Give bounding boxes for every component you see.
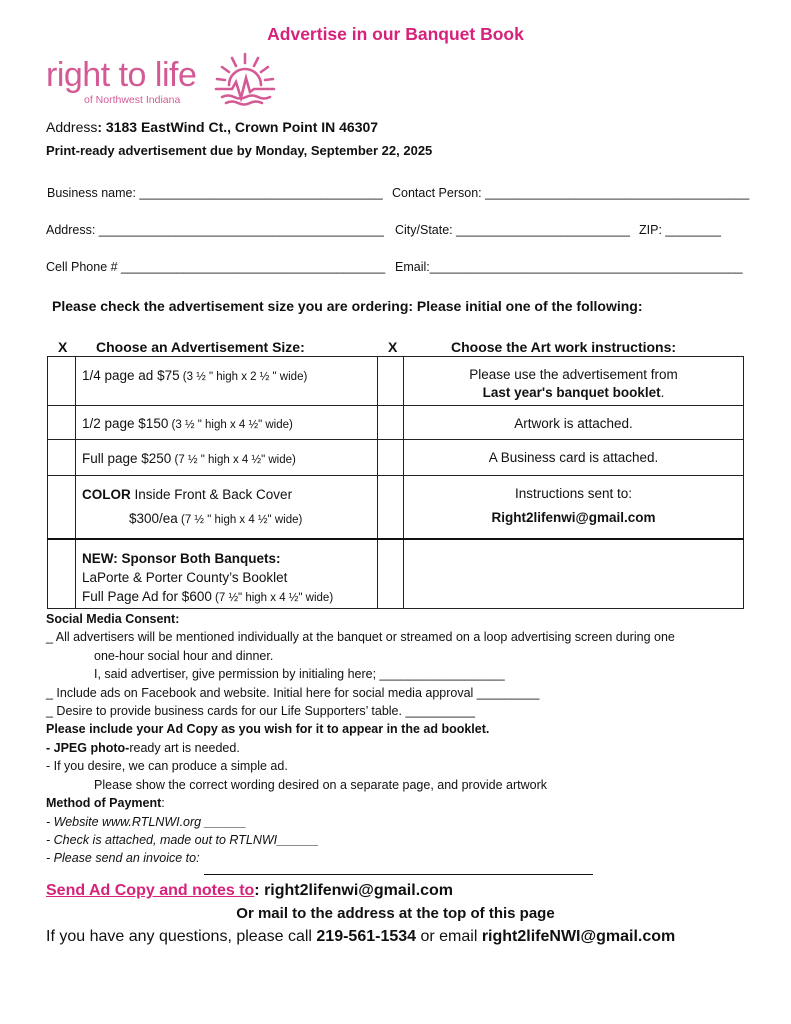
send-email: : right2lifenwi@gmail.com	[254, 882, 454, 899]
page-title: Advertise in our Banquet Book	[267, 24, 524, 44]
size-checkbox[interactable]	[48, 440, 76, 476]
size-label: Full page $250	[82, 451, 172, 466]
payment-invoice: - Please send an invoice to:	[46, 851, 200, 865]
payment-colon: :	[161, 796, 165, 810]
address-line	[46, 119, 378, 135]
size-dimensions: (3 ½ " high x 4 ½" wide)	[168, 419, 293, 431]
size-checkbox[interactable]	[48, 476, 76, 539]
questions-text: If you have any questions, please call	[46, 928, 317, 945]
zip-field[interactable]: ZIP: ________	[639, 223, 722, 237]
address-value: : 3183 EastWind Ct., Crown Point IN 46307	[97, 119, 379, 135]
art-text: Please use the advertisement from	[469, 367, 678, 382]
size-checkbox[interactable]	[48, 539, 76, 609]
art-checkbox[interactable]	[378, 476, 404, 539]
logo-text: right to life	[46, 56, 197, 94]
size-label: 1/2 page $150	[82, 416, 169, 431]
jpeg-bold: - JPEG photo-	[46, 741, 130, 755]
sponsor-line: LaPorte & Porter County’s Booklet	[82, 569, 288, 585]
payment-website[interactable]: - Website www.RTLNWI.org ______	[46, 815, 247, 829]
send-ad-copy	[46, 882, 453, 900]
questions-line	[46, 928, 675, 946]
art-empty-cell	[404, 539, 744, 609]
social-media-heading: Social Media Consent:	[46, 612, 180, 626]
address-label: Address	[46, 119, 98, 135]
payment-heading	[46, 796, 165, 810]
due-date: Print-ready advertisement due by Monday, September 22, 2025	[46, 143, 433, 158]
send-ad-copy-link[interactable]: Send Ad Copy and notes to	[46, 882, 255, 899]
ad-copy-heading: Please include your Ad Copy as you wish for it to appear in the ad booklet.	[46, 722, 490, 736]
size-label: Inside Front & Back Cover	[130, 487, 293, 502]
consent-permission[interactable]: I, said advertiser, give permission by initialing here; __________________	[94, 667, 505, 681]
size-dimensions: (7 ½ " high x 4 ½" wide)	[171, 454, 296, 466]
contact-person-field[interactable]: Contact Person: ______________________________________	[392, 186, 750, 200]
check-column-header-2: X	[388, 339, 398, 355]
payment-heading-text: Method of Payment	[46, 796, 162, 810]
address-field[interactable]: Address: _________________________________________	[46, 223, 384, 237]
sponsor-heading: NEW: Sponsor Both Banquets:	[82, 550, 281, 566]
art-option-attached: Artwork is attached.	[404, 406, 744, 440]
consent-item-3[interactable]: _ Desire to provide business cards for our Life Supporters’ table. __________	[46, 704, 475, 718]
simple-ad-note: - If you desire, we can produce a simple ad.	[46, 759, 288, 773]
questions-mid: or email	[416, 928, 482, 945]
artwork-column-header: Choose the Art work instructions:	[451, 339, 677, 355]
sunrise-heartbeat-logo-icon	[212, 52, 280, 112]
logo-subtitle: of Northwest Indiana	[84, 94, 181, 106]
art-option-business-card: A Business card is attached.	[404, 440, 744, 476]
size-dimensions: (7 ½ " high x 4 ½" wide)	[177, 514, 303, 526]
size-option-color	[76, 476, 378, 539]
phone-number: 219-561-1534	[316, 928, 417, 945]
table-row	[48, 357, 744, 406]
size-instruction: Please check the advertisement size you are ordering: Please initial one of the following:	[52, 298, 643, 314]
art-option-instructions	[404, 476, 744, 539]
email-field[interactable]: Email:_____________________________________________	[395, 260, 743, 274]
art-option-last-year	[404, 357, 744, 406]
size-column-header: Choose an Advertisement Size:	[96, 339, 305, 355]
jpeg-note	[46, 741, 240, 755]
size-option-sponsor	[76, 539, 378, 609]
ad-options-table	[47, 356, 744, 609]
size-option-half	[76, 406, 378, 440]
art-checkbox[interactable]	[378, 440, 404, 476]
size-option-full	[76, 440, 378, 476]
invoice-address-line[interactable]	[204, 874, 593, 875]
questions-email: right2lifeNWI@gmail.com	[481, 928, 676, 945]
mail-note: Or mail to the address at the top of this page	[236, 905, 555, 922]
cell-phone-field[interactable]: Cell Phone # ______________________________________	[46, 260, 386, 274]
table-row	[48, 440, 744, 476]
art-text-bold: Last year's banquet booklet	[482, 385, 661, 400]
art-text-end: .	[660, 385, 665, 400]
art-checkbox[interactable]	[378, 539, 404, 609]
size-checkbox[interactable]	[48, 406, 76, 440]
city-state-field[interactable]: City/State: _________________________	[395, 223, 630, 237]
art-checkbox[interactable]	[378, 406, 404, 440]
payment-check[interactable]: - Check is attached, made out to RTLNWI______	[46, 833, 319, 847]
table-row	[48, 476, 744, 539]
size-dimensions: (7 ½" high x 4 ½" wide)	[211, 591, 334, 604]
table-row	[48, 406, 744, 440]
table-row	[48, 539, 744, 609]
size-label: 1/4 page ad $75	[82, 368, 180, 383]
business-name-field[interactable]: Business name: ___________________________________	[47, 186, 383, 200]
consent-item-1-cont: one-hour social hour and dinner.	[94, 649, 274, 663]
size-dimensions: (3 ½ " high x 2 ½ " wide)	[179, 371, 308, 383]
size-price: $300/ea	[129, 511, 178, 526]
size-option-quarter	[76, 357, 378, 406]
check-column-header: X	[58, 339, 68, 355]
consent-item-1: _ All advertisers will be mentioned individually at the banquet or streamed on a loop advertising screen during one	[46, 630, 675, 644]
sponsor-price: Full Page Ad for $600	[82, 588, 212, 604]
consent-item-2[interactable]: _ Include ads on Facebook and website. Initial here for social media approval _________	[46, 686, 540, 700]
wording-note: Please show the correct wording desired on a separate page, and provide artwork	[94, 778, 548, 792]
art-email: Right2lifenwi@gmail.com	[491, 510, 656, 525]
art-text: Instructions sent to:	[514, 486, 633, 501]
size-label-bold: COLOR	[82, 487, 131, 502]
art-checkbox[interactable]	[378, 357, 404, 406]
jpeg-rest: ready art is needed.	[129, 741, 240, 755]
size-checkbox[interactable]	[48, 357, 76, 406]
